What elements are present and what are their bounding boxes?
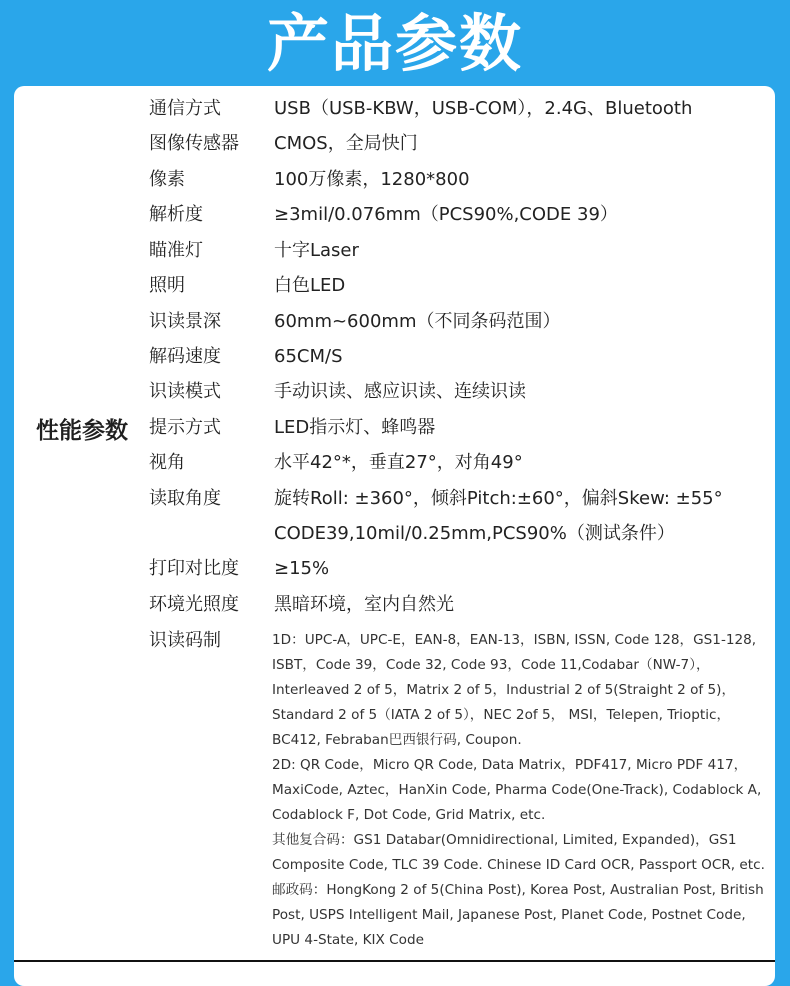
spec-row xyxy=(0,304,790,339)
spec-label: 视角 xyxy=(149,452,185,473)
spec-label: 提示方式 xyxy=(149,417,221,438)
spec-label: 解析度 xyxy=(149,204,203,225)
symbology-label: 识读码制 xyxy=(149,630,221,651)
spec-row xyxy=(0,481,790,516)
spec-value: LED指示灯、蜂鸣器 xyxy=(274,417,436,438)
spec-row xyxy=(0,162,790,197)
spec-value: 黑暗环境，室内自然光 xyxy=(274,594,454,615)
spec-value: 十字Laser xyxy=(274,240,359,261)
spec-value: 水平42°*，垂直27°，对角49° xyxy=(274,452,523,473)
spec-row xyxy=(0,339,790,374)
spec-row xyxy=(0,551,790,586)
spec-row xyxy=(0,374,790,409)
spec-row xyxy=(0,126,790,161)
spec-row xyxy=(0,445,790,480)
spec-value: 65CM/S xyxy=(274,346,343,367)
spec-value: CODE39,10mil/0.25mm,PCS90%（测试条件） xyxy=(274,523,675,544)
symbology-line: Codablock F, Dot Code, Grid Matrix, etc. xyxy=(272,807,546,823)
spec-value: 白色LED xyxy=(274,275,346,296)
spec-label: 识读模式 xyxy=(149,381,221,402)
spec-value: ≥3mil/0.076mm（PCS90%,CODE 39） xyxy=(274,204,618,225)
spec-value: CMOS，全局快门 xyxy=(274,133,418,154)
spec-value: 旋转Roll: ±360°，倾斜Pitch:±60°，偏斜Skew: ±55° xyxy=(274,488,723,509)
spec-row xyxy=(0,233,790,268)
spec-value: 60mm~600mm（不同条码范围） xyxy=(274,311,561,332)
spec-value: 100万像素，1280*800 xyxy=(274,169,470,190)
spec-row xyxy=(0,587,790,622)
spec-value: ≥15% xyxy=(274,558,330,579)
symbology-line: UPU 4-State, KIX Code xyxy=(272,932,424,948)
spec-label: 通信方式 xyxy=(149,98,221,119)
spec-label: 读取角度 xyxy=(149,488,221,509)
spec-label: 瞄准灯 xyxy=(149,240,203,261)
spec-value: USB（USB-KBW，USB-COM），2.4G、Bluetooth xyxy=(274,98,693,119)
symbology-line: ISBT，Code 39，Code 32, Code 93，Code 11,Codabar（NW-7）， xyxy=(272,657,710,673)
spec-row xyxy=(0,91,790,126)
symbology-line: Composite Code, TLC 39 Code. Chinese ID Card OCR, Passport OCR, etc. xyxy=(272,857,765,873)
spec-row xyxy=(0,516,790,551)
spec-label: 打印对比度 xyxy=(149,558,239,579)
symbology-line: 1D：UPC-A，UPC-E，EAN-8，EAN-13，ISBN, ISSN, Code 128，GS1-128, xyxy=(272,632,757,648)
spec-row xyxy=(0,268,790,303)
symbology-line: Interleaved 2 of 5，Matrix 2 of 5，Industrial 2 of 5(Straight 2 of 5)， xyxy=(272,682,736,698)
spec-label: 照明 xyxy=(149,275,185,296)
symbology-line: 其他复合码：GS1 Databar(Omnidirectional, Limited, Expanded)，GS1 xyxy=(272,832,737,848)
category-label: 性能参数 xyxy=(36,418,128,444)
spec-value: 手动识读、感应识读、连续识读 xyxy=(274,381,526,402)
symbology-line: 邮政码：HongKong 2 of 5(China Post), Korea Post, Australian Post, British xyxy=(272,882,764,898)
page-title: 产品参数 xyxy=(266,7,523,80)
spec-label: 图像传感器 xyxy=(149,133,239,154)
symbology-line: Post, USPS Intelligent Mail, Japanese Post, Planet Code, Postnet Code, xyxy=(272,907,746,923)
spec-row xyxy=(0,197,790,232)
symbology-line: BC412, Febraban巴西银行码, Coupon. xyxy=(272,732,522,748)
spec-label: 环境光照度 xyxy=(149,594,239,615)
symbology-line: MaxiCode, Aztec，HanXin Code, Pharma Code(One-Track), Codablock A, xyxy=(272,782,762,798)
spec-label: 像素 xyxy=(149,169,185,190)
bottom-divider xyxy=(14,960,775,962)
symbology-line: 2D: QR Code，Micro QR Code, Data Matrix，PDF417, Micro PDF 417， xyxy=(272,757,748,773)
spec-label: 解码速度 xyxy=(149,346,221,367)
symbology-line: Standard 2 of 5（IATA 2 of 5），NEC 2of 5， MSI，Telepen, Trioptic， xyxy=(272,707,731,723)
spec-row xyxy=(0,410,790,445)
spec-label: 识读景深 xyxy=(149,311,221,332)
